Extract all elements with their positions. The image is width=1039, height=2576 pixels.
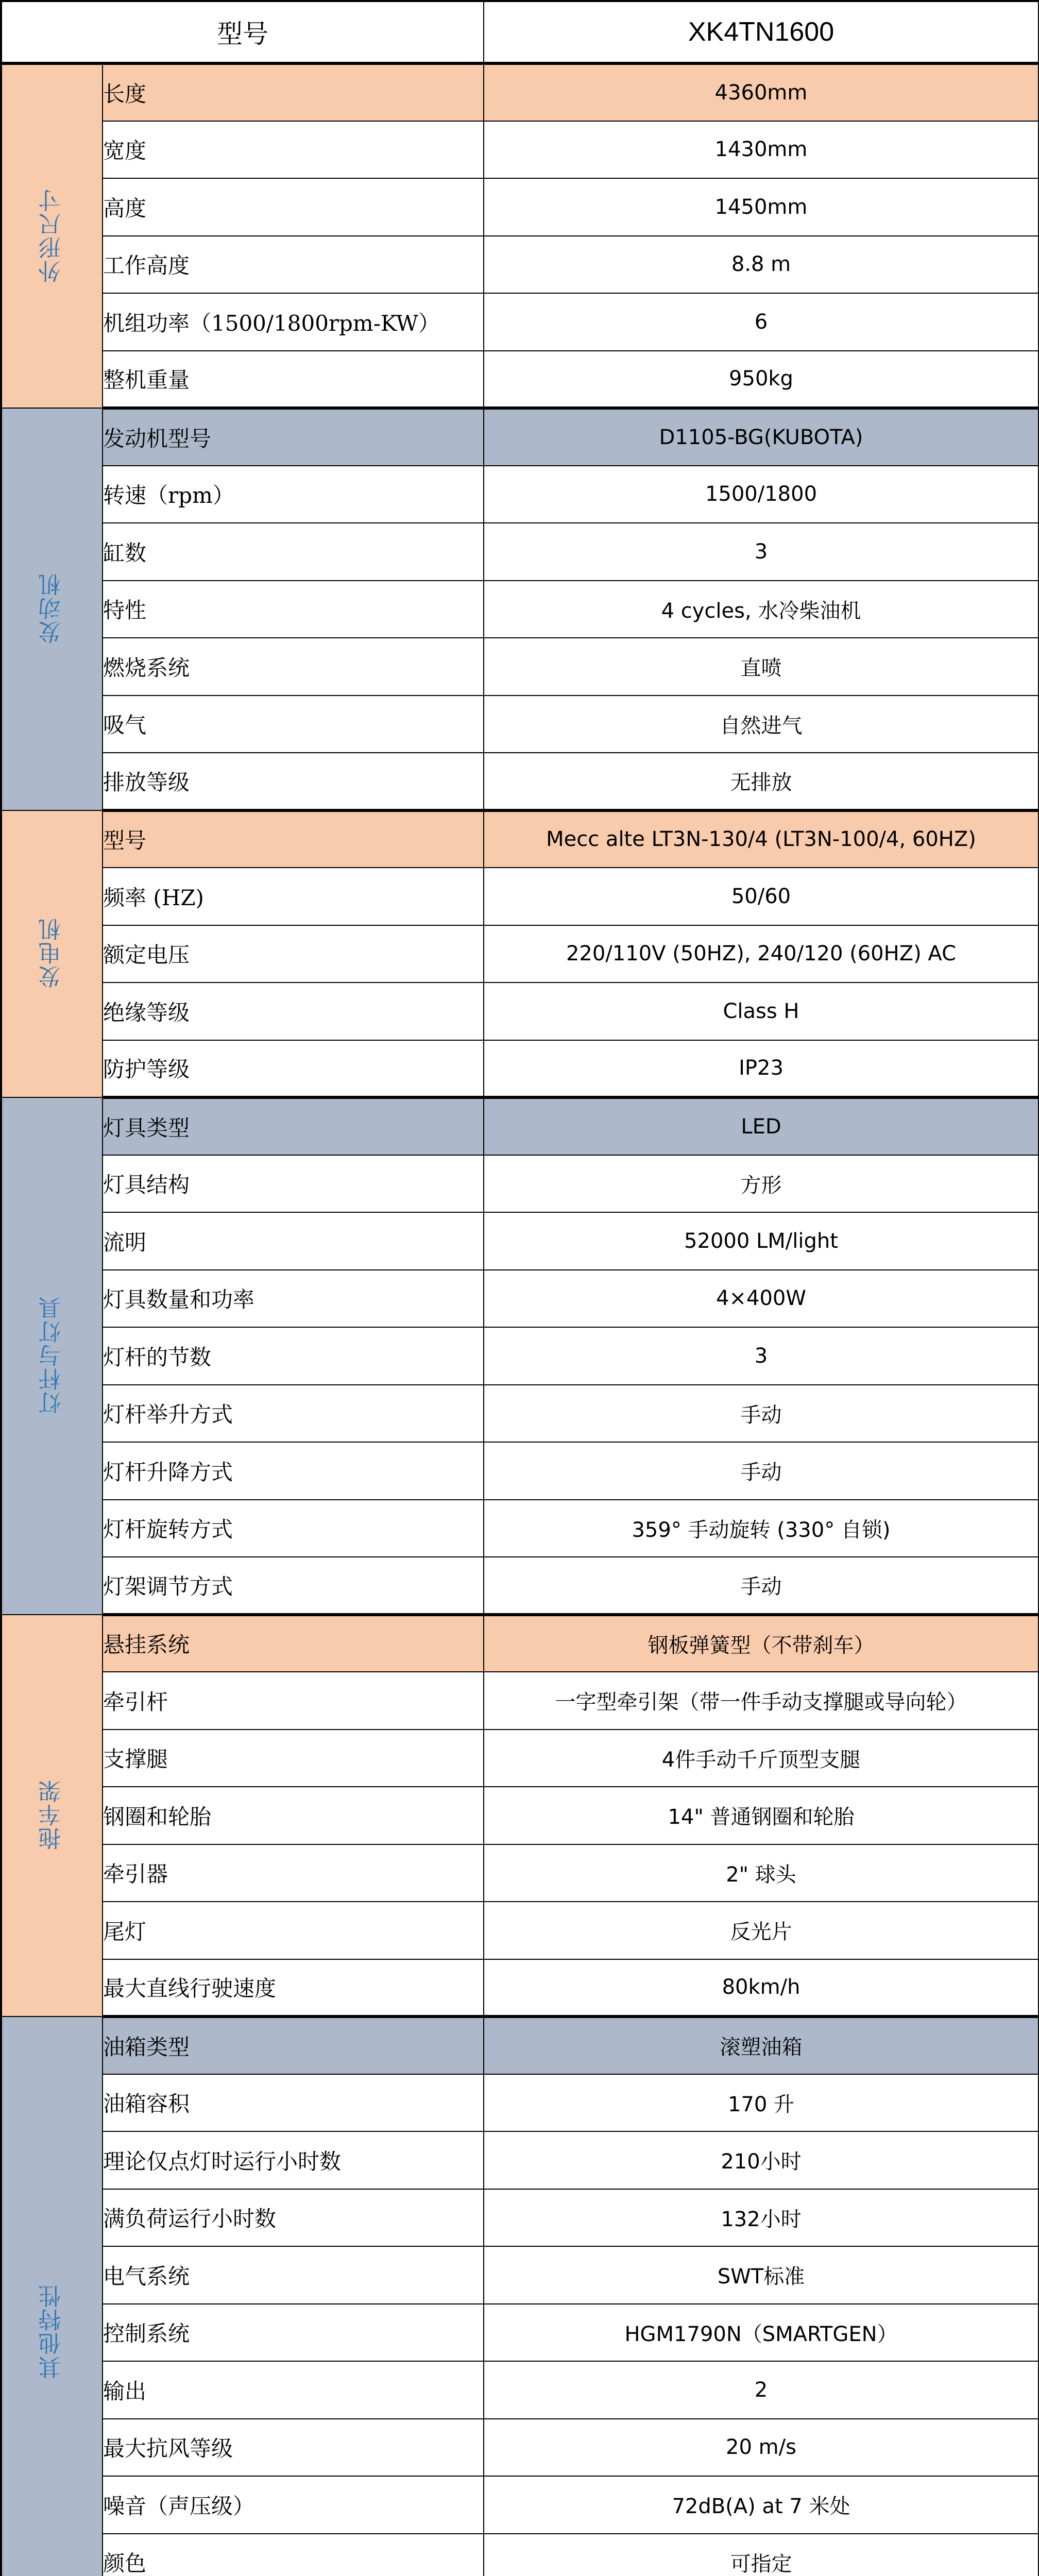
model-value: XK4TN1600 bbox=[484, 2, 1038, 63]
param-label: 输出 bbox=[103, 2361, 484, 2419]
param-label: 灯杆举升方式 bbox=[103, 1385, 484, 1443]
param-label: 灯具类型 bbox=[103, 1097, 484, 1155]
param-label: 转速（rpm） bbox=[103, 466, 484, 523]
spec-row bbox=[2, 2476, 1038, 2534]
param-label: 排放等级 bbox=[103, 753, 484, 810]
spec-row bbox=[2, 1385, 1038, 1443]
spec-row bbox=[2, 696, 1038, 753]
param-label: 防护等级 bbox=[103, 1040, 484, 1098]
param-label: 长度 bbox=[103, 63, 484, 121]
spec-row bbox=[2, 1442, 1038, 1500]
param-value: D1105-BG(KUBOTA) bbox=[484, 408, 1038, 466]
spec-row bbox=[2, 2016, 1038, 2074]
spec-row bbox=[2, 1672, 1038, 1730]
param-label: 缸数 bbox=[103, 523, 484, 581]
spec-row bbox=[2, 1327, 1038, 1385]
spec-row bbox=[2, 1212, 1038, 1270]
category-cell bbox=[2, 1615, 103, 2017]
spec-row bbox=[2, 2131, 1038, 2189]
param-value: 220/110V (50HZ), 240/120 (60HZ) AC bbox=[484, 925, 1038, 983]
category-label: 发动机 bbox=[39, 572, 65, 644]
header-row bbox=[2, 2, 1038, 63]
spec-row bbox=[2, 581, 1038, 638]
param-value: 反光片 bbox=[484, 1902, 1038, 1959]
param-value: 20 m/s bbox=[484, 2419, 1038, 2477]
spec-row bbox=[2, 2419, 1038, 2477]
param-label: 噪音（声压级） bbox=[103, 2476, 484, 2534]
category-label: 其他特性 bbox=[39, 2284, 65, 2379]
param-label: 高度 bbox=[103, 178, 484, 236]
spec-row bbox=[2, 868, 1038, 925]
category-cell bbox=[2, 63, 103, 408]
spec-row bbox=[2, 1155, 1038, 1213]
param-value: 80km/h bbox=[484, 1959, 1038, 2017]
param-label: 油箱类型 bbox=[103, 2016, 484, 2074]
spec-row bbox=[2, 1270, 1038, 1328]
param-value: 170 升 bbox=[484, 2074, 1038, 2132]
param-value: 2" 球头 bbox=[484, 1844, 1038, 1902]
param-value: 1450mm bbox=[484, 178, 1038, 236]
param-value: HGM1790N（SMARTGEN） bbox=[484, 2304, 1038, 2362]
param-label: 控制系统 bbox=[103, 2304, 484, 2362]
spec-row bbox=[2, 1844, 1038, 1902]
param-value: 1500/1800 bbox=[484, 466, 1038, 523]
param-value: 6 bbox=[484, 293, 1038, 351]
spec-row bbox=[2, 810, 1038, 868]
param-label: 牵引杆 bbox=[103, 1672, 484, 1730]
spec-row bbox=[2, 178, 1038, 236]
param-value: 132小时 bbox=[484, 2189, 1038, 2247]
category-cell bbox=[2, 408, 103, 810]
param-label: 最大直线行驶速度 bbox=[103, 1959, 484, 2017]
category-label: 外形尺寸 bbox=[39, 188, 65, 283]
param-label: 灯杆升降方式 bbox=[103, 1442, 484, 1500]
param-value: 950kg bbox=[484, 351, 1038, 409]
param-value: 1430mm bbox=[484, 121, 1038, 179]
param-value: 4件手动千斤顶型支腿 bbox=[484, 1730, 1038, 1787]
spec-row bbox=[2, 1902, 1038, 1959]
spec-row bbox=[2, 1040, 1038, 1098]
category-cell bbox=[2, 1097, 103, 1615]
spec-row bbox=[2, 1787, 1038, 1844]
model-label: 型号 bbox=[2, 2, 484, 63]
param-label: 最大抗风等级 bbox=[103, 2419, 484, 2477]
category-label: 发电机 bbox=[39, 917, 65, 989]
param-value: 72dB(A) at 7 米处 bbox=[484, 2476, 1038, 2534]
param-label: 悬挂系统 bbox=[103, 1615, 484, 1672]
category-cell bbox=[2, 810, 103, 1098]
param-value: 52000 LM/light bbox=[484, 1212, 1038, 1270]
param-label: 灯架调节方式 bbox=[103, 1557, 484, 1615]
param-label: 灯杆旋转方式 bbox=[103, 1500, 484, 1557]
param-value: LED bbox=[484, 1097, 1038, 1155]
param-value: 3 bbox=[484, 1327, 1038, 1385]
spec-row bbox=[2, 753, 1038, 810]
param-label: 理论仅点灯时运行小时数 bbox=[103, 2131, 484, 2189]
param-value: 手动 bbox=[484, 1557, 1038, 1615]
spec-row bbox=[2, 351, 1038, 409]
spec-row bbox=[2, 925, 1038, 983]
param-label: 吸气 bbox=[103, 696, 484, 753]
param-label: 工作高度 bbox=[103, 236, 484, 294]
param-label: 型号 bbox=[103, 810, 484, 868]
category-cell bbox=[2, 2016, 103, 2576]
spec-row bbox=[2, 408, 1038, 466]
param-value: 50/60 bbox=[484, 868, 1038, 925]
param-label: 额定电压 bbox=[103, 925, 484, 983]
param-value: 手动 bbox=[484, 1385, 1038, 1443]
spec-table bbox=[1, 1, 1039, 2576]
param-value: 滚塑油箱 bbox=[484, 2016, 1038, 2074]
spec-row bbox=[2, 293, 1038, 351]
param-label: 整机重量 bbox=[103, 351, 484, 409]
spec-row bbox=[2, 63, 1038, 121]
param-label: 牵引器 bbox=[103, 1844, 484, 1902]
spec-row bbox=[2, 2246, 1038, 2304]
param-label: 油箱容积 bbox=[103, 2074, 484, 2132]
param-label: 灯具数量和功率 bbox=[103, 1270, 484, 1328]
spec-row bbox=[2, 523, 1038, 581]
param-label: 颜色 bbox=[103, 2534, 484, 2576]
spec-row bbox=[2, 236, 1038, 294]
param-value: 3 bbox=[484, 523, 1038, 581]
spec-row bbox=[2, 2074, 1038, 2132]
param-label: 支撑腿 bbox=[103, 1730, 484, 1787]
spec-body bbox=[2, 63, 1038, 2576]
spec-row bbox=[2, 1615, 1038, 1672]
param-value: 4×400W bbox=[484, 1270, 1038, 1328]
param-label: 发动机型号 bbox=[103, 408, 484, 466]
spec-row bbox=[2, 982, 1038, 1040]
param-value: 方形 bbox=[484, 1155, 1038, 1213]
spec-row bbox=[2, 2189, 1038, 2247]
spec-row bbox=[2, 638, 1038, 696]
param-value: 4360mm bbox=[484, 63, 1038, 121]
param-value: SWT标准 bbox=[484, 2246, 1038, 2304]
param-value: 自然进气 bbox=[484, 696, 1038, 753]
param-label: 宽度 bbox=[103, 121, 484, 179]
param-value: 可指定 bbox=[484, 2534, 1038, 2576]
param-value: 8.8 m bbox=[484, 236, 1038, 294]
param-label: 绝缘等级 bbox=[103, 982, 484, 1040]
param-value: Mecc alte LT3N-130/4 (LT3N-100/4, 60HZ) bbox=[484, 810, 1038, 868]
spec-row bbox=[2, 2534, 1038, 2576]
param-value: 直喷 bbox=[484, 638, 1038, 696]
param-value: 钢板弹簧型（不带刹车） bbox=[484, 1615, 1038, 1672]
param-label: 燃烧系统 bbox=[103, 638, 484, 696]
param-label: 机组功率（1500/1800rpm-KW） bbox=[103, 293, 484, 351]
param-value: 2 bbox=[484, 2361, 1038, 2419]
param-value: 一字型牵引架（带一件手动支撑腿或导向轮） bbox=[484, 1672, 1038, 1730]
param-label: 灯杆的节数 bbox=[103, 1327, 484, 1385]
spec-row bbox=[2, 1730, 1038, 1787]
param-label: 尾灯 bbox=[103, 1902, 484, 1959]
param-label: 流明 bbox=[103, 1212, 484, 1270]
spec-row bbox=[2, 2361, 1038, 2419]
param-label: 电气系统 bbox=[103, 2246, 484, 2304]
param-value: 359° 手动旋转 (330° 自锁) bbox=[484, 1500, 1038, 1557]
category-label: 灯杆与灯具 bbox=[39, 1295, 65, 1414]
spec-row bbox=[2, 1500, 1038, 1557]
param-label: 满负荷运行小时数 bbox=[103, 2189, 484, 2247]
param-value: IP23 bbox=[484, 1040, 1038, 1098]
param-value: 210小时 bbox=[484, 2131, 1038, 2189]
spec-row bbox=[2, 2304, 1038, 2362]
spec-row bbox=[2, 1959, 1038, 2017]
param-value: 手动 bbox=[484, 1442, 1038, 1500]
param-label: 灯具结构 bbox=[103, 1155, 484, 1213]
param-value: 4 cycles, 水冷柴油机 bbox=[484, 581, 1038, 638]
param-label: 频率 (HZ) bbox=[103, 868, 484, 925]
spec-row bbox=[2, 466, 1038, 523]
spec-row bbox=[2, 121, 1038, 179]
param-value: Class H bbox=[484, 982, 1038, 1040]
spec-row bbox=[2, 1557, 1038, 1615]
category-label: 拖车架 bbox=[39, 1778, 65, 1850]
param-label: 钢圈和轮胎 bbox=[103, 1787, 484, 1844]
param-value: 无排放 bbox=[484, 753, 1038, 810]
spec-row bbox=[2, 1097, 1038, 1155]
param-value: 14" 普通钢圈和轮胎 bbox=[484, 1787, 1038, 1844]
param-label: 特性 bbox=[103, 581, 484, 638]
